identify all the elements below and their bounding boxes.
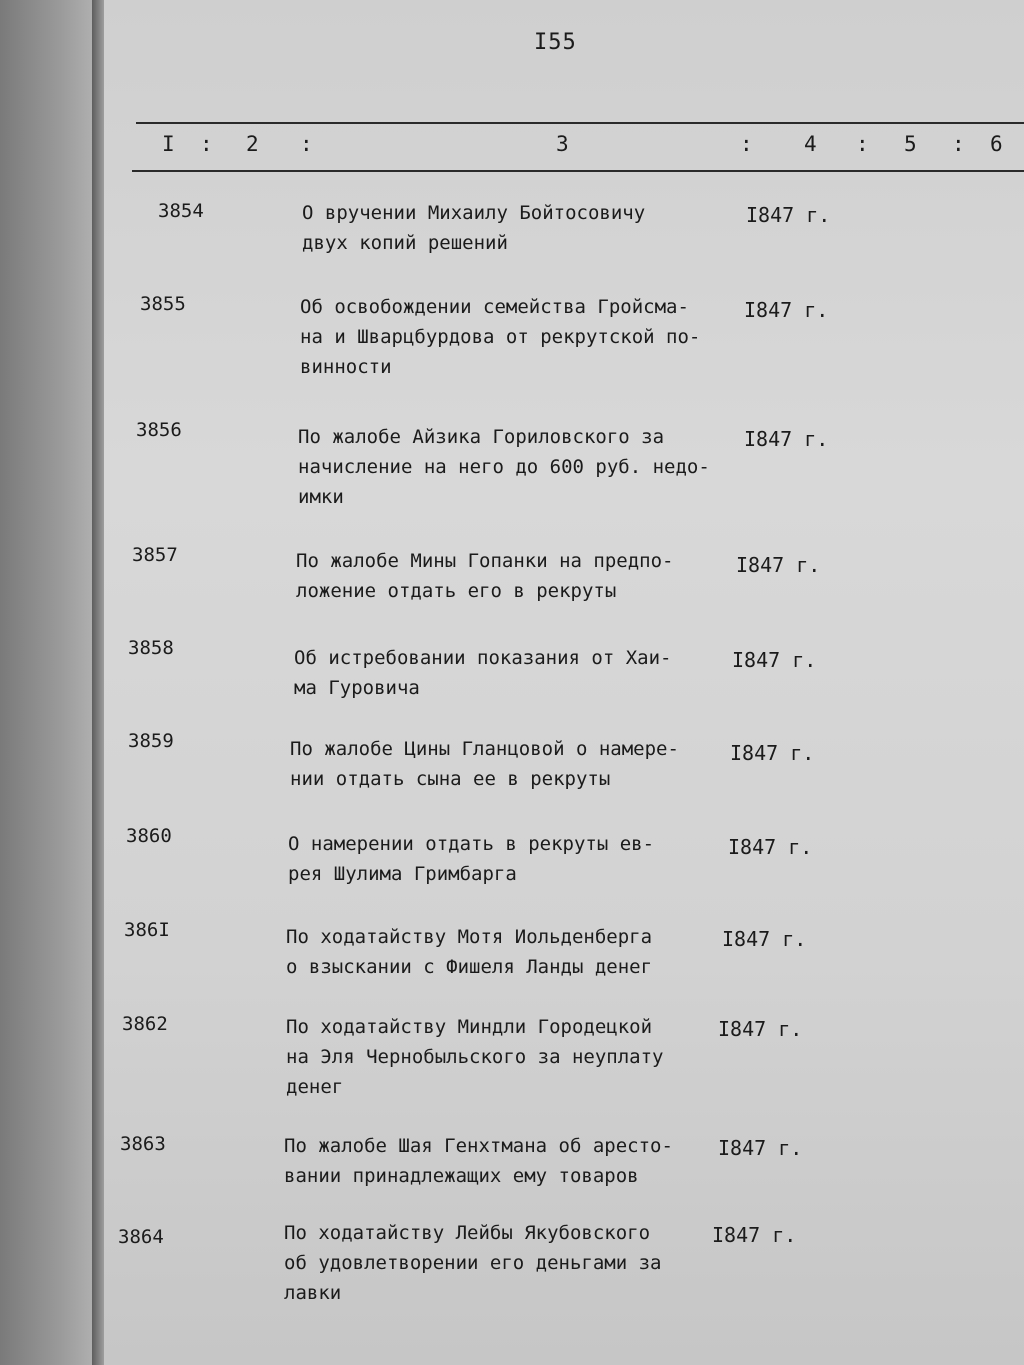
entry-year: I847 г. bbox=[746, 203, 831, 227]
entry-title-line: ложение отдать его в рекруты bbox=[296, 580, 617, 602]
entry-title-line: винности bbox=[300, 356, 392, 378]
entry-title-line: Об истребовании показания от Хаи- bbox=[294, 647, 672, 669]
entry-number: 3854 bbox=[158, 200, 204, 222]
column-number-3: 3 bbox=[556, 132, 569, 156]
entry-title bbox=[294, 643, 672, 703]
entry-title-line: ма Гуровича bbox=[294, 677, 420, 699]
entry-title-line: По жалобе Мины Гопанки на предпо- bbox=[296, 550, 674, 572]
entry-title-line: По жалобе Цины Гланцовой о намере- bbox=[290, 738, 679, 760]
entry-title bbox=[300, 292, 700, 382]
entry-title-line: рея Шулима Гримбарга bbox=[288, 863, 517, 885]
column-number-5: 5 bbox=[904, 132, 917, 156]
entry-number: 3858 bbox=[128, 637, 174, 659]
table-header-top-rule bbox=[136, 122, 1024, 124]
entry-title-line: денег bbox=[286, 1076, 344, 1098]
entry-title-line: Об освобождении семейства Гройсма- bbox=[300, 296, 689, 318]
entry-year: I847 г. bbox=[728, 835, 813, 859]
column-number-1: I bbox=[162, 132, 175, 156]
entry-number: 3864 bbox=[118, 1226, 164, 1248]
entry-title-line: вании принадлежащих ему товаров bbox=[284, 1165, 639, 1187]
entry-title bbox=[284, 1218, 662, 1308]
entry-year: I847 г. bbox=[744, 298, 829, 322]
column-separator-4: : bbox=[856, 132, 869, 156]
entry-number: 3859 bbox=[128, 730, 174, 752]
entry-title bbox=[286, 922, 652, 982]
entry-year: I847 г. bbox=[718, 1017, 803, 1041]
entry-title-line: О намерении отдать в рекруты ев- bbox=[288, 833, 655, 855]
entry-year: I847 г. bbox=[730, 741, 815, 765]
entry-title-line: По жалобе Шая Генхтмана об аресто- bbox=[284, 1135, 673, 1157]
entry-title-line: на и Шварцбурдова от рекрутской по- bbox=[300, 326, 701, 348]
entry-title bbox=[284, 1131, 673, 1191]
column-separator-3: : bbox=[740, 132, 753, 156]
entry-year: I847 г. bbox=[736, 553, 821, 577]
entry-title-line: нии отдать сына ее в рекруты bbox=[290, 768, 611, 790]
entry-title-line: О вручении Михаилу Бойтосовичу bbox=[302, 202, 646, 224]
entry-title-line: имки bbox=[298, 486, 344, 508]
column-separator-2: : bbox=[300, 132, 313, 156]
column-number-4: 4 bbox=[804, 132, 817, 156]
entry-title-line: По жалобе Айзика Гориловского за bbox=[298, 426, 665, 448]
entry-title-line: двух копий решений bbox=[302, 232, 508, 254]
column-separator-5: : bbox=[952, 132, 965, 156]
column-separator-1: : bbox=[200, 132, 213, 156]
entry-number: 3855 bbox=[140, 293, 186, 315]
entry-title-line: об удовлетворении его деньгами за bbox=[284, 1252, 662, 1274]
entry-title-line: лавки bbox=[284, 1282, 342, 1304]
entry-title-line: на Эля Чернобыльского за неуплату bbox=[286, 1046, 664, 1068]
entry-title-line: о взыскании с Фишеля Ланды денег bbox=[286, 956, 653, 978]
entry-title bbox=[288, 829, 654, 889]
entry-title bbox=[286, 1012, 664, 1102]
column-number-6: 6 bbox=[990, 132, 1003, 156]
entry-title bbox=[296, 546, 674, 606]
entry-year: I847 г. bbox=[722, 927, 807, 951]
entry-title-line: начисление на него до 600 руб. недо- bbox=[298, 456, 710, 478]
table-header-bottom-rule bbox=[132, 170, 1024, 172]
entry-number: 3856 bbox=[136, 419, 182, 441]
entry-number: 3860 bbox=[126, 825, 172, 847]
entry-number: 3857 bbox=[132, 544, 178, 566]
entry-title-line: По ходатайству Лейбы Якубовского bbox=[284, 1222, 651, 1244]
previous-page-edge bbox=[0, 0, 100, 1365]
entry-title-line: По ходатайству Мотя Иольденберга bbox=[286, 926, 653, 948]
entry-title bbox=[290, 734, 679, 794]
entry-title-line: По ходатайству Миндли Городецкой bbox=[286, 1016, 653, 1038]
entry-year: I847 г. bbox=[732, 648, 817, 672]
entry-number: 386I bbox=[124, 919, 170, 941]
entry-title bbox=[302, 198, 645, 258]
entry-year: I847 г. bbox=[712, 1223, 797, 1247]
column-number-2: 2 bbox=[246, 132, 259, 156]
document-page bbox=[104, 0, 1024, 1365]
entry-year: I847 г. bbox=[744, 427, 829, 451]
entry-year: I847 г. bbox=[718, 1136, 803, 1160]
page-number: I55 bbox=[534, 30, 577, 55]
entry-number: 3863 bbox=[120, 1133, 166, 1155]
entry-number: 3862 bbox=[122, 1013, 168, 1035]
entry-title bbox=[298, 422, 710, 512]
